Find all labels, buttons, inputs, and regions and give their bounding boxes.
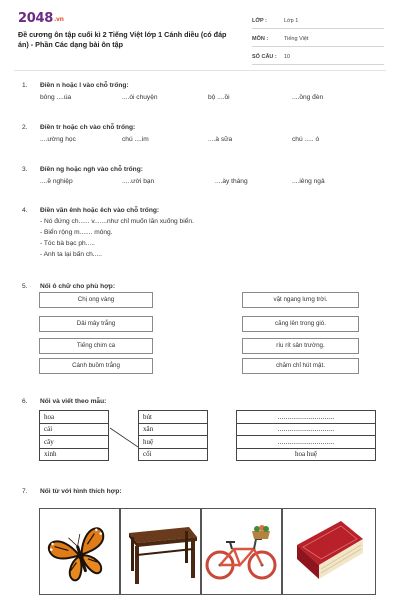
fill-row — [40, 178, 380, 188]
match-left-box[interactable]: Cánh buồm trắng — [39, 358, 153, 374]
question-title: Điền ng hoặc ngh vào chỗ trống: — [40, 166, 143, 173]
word-cell[interactable]: xinh — [40, 448, 109, 461]
question-title: Điền n hoặc l vào chỗ trống: — [40, 82, 129, 89]
word-cell[interactable]: huệ — [139, 436, 208, 449]
site-logo[interactable] — [18, 11, 64, 26]
meta-value: 10 — [284, 54, 291, 60]
answer-cell[interactable]: ............................. — [237, 436, 376, 449]
sample-connector-line — [108, 410, 140, 462]
fill-item: ....ồng đèn — [292, 94, 324, 101]
table-icon — [121, 509, 200, 594]
match-left-box[interactable]: Chị ong vàng — [39, 292, 153, 308]
meta-key: LỚP : — [252, 18, 267, 24]
question-number: 5. — [22, 283, 28, 290]
fill-item: ....ường học — [40, 136, 76, 143]
meta-row-subject — [252, 32, 384, 47]
fill-lines — [40, 218, 194, 262]
question-title: Nối từ với hình thích hợp: — [40, 488, 122, 495]
match-right-box[interactable]: vặt ngang lưng trời. — [242, 292, 359, 308]
fill-item: ....ày tháng — [215, 178, 248, 185]
fill-line: - Nó đứng ch...... v.......như chỉ muốn lăn xuống biển. — [40, 218, 194, 225]
match-left-box[interactable]: Dải mây trắng — [39, 316, 153, 332]
fill-item: bông ....úa — [40, 94, 72, 101]
fill-item: ....iêng ngả — [292, 178, 325, 185]
document-title: Đề cương ôn tập cuối kì 2 Tiếng Việt lớp 1 Cánh diều (có đáp án) - Phần Các dạng bài ôn tập — [18, 30, 227, 49]
question-number: 2. — [22, 124, 28, 131]
question-title: Nối và viết theo mẫu: — [40, 398, 107, 405]
bicycle-icon — [202, 509, 281, 594]
question-number: 6. — [22, 398, 28, 405]
match-right-box[interactable]: căng lên trong gió. — [242, 316, 359, 332]
meta-key: SỐ CÂU : — [252, 54, 277, 60]
book-icon — [283, 509, 375, 594]
word-cell[interactable]: cối — [139, 448, 208, 461]
fill-item: ....ề nghiệp — [40, 178, 73, 185]
meta-value: Tiếng Việt — [284, 36, 309, 42]
image-box-table[interactable] — [120, 508, 201, 595]
fill-row — [40, 94, 380, 104]
fill-line: - Biển rộng m....... mông. — [40, 229, 113, 236]
question-number: 1. — [22, 82, 28, 89]
logo-text: 2048 — [18, 11, 53, 26]
fill-row — [40, 136, 380, 146]
meta-row-class — [252, 14, 384, 29]
meta-row-count — [252, 50, 384, 65]
answer-cell[interactable]: ............................. — [237, 411, 376, 424]
meta-value: Lớp 1 — [284, 18, 299, 24]
answer-cell[interactable]: ............................. — [237, 423, 376, 436]
fill-line: - Anh ta lại bấn ch..... — [40, 251, 102, 258]
word-cell[interactable]: bút — [139, 411, 208, 424]
question-number: 3. — [22, 166, 28, 173]
fill-item: ....ói chuyện — [122, 94, 158, 101]
meta-key: MÔN : — [252, 36, 269, 42]
answer-table — [236, 410, 376, 461]
fill-item: chú ....im — [122, 136, 149, 143]
fill-line: - Tóc bà bạc ph..... — [40, 240, 95, 247]
match-right-box[interactable]: chăm chỉ hút mật. — [242, 358, 359, 374]
question-title: Điền tr hoặc ch vào chỗ trống: — [40, 124, 136, 131]
meta-panel — [252, 14, 384, 68]
word-cell[interactable]: cây — [40, 436, 109, 449]
question-title: Điền vần ênh hoặc êch vào chỗ trống: — [40, 207, 160, 214]
question-number: 7. — [22, 488, 28, 495]
image-box-book[interactable] — [282, 508, 376, 595]
word-table-middle — [138, 410, 208, 461]
fill-item: chú ..... ó — [292, 136, 320, 143]
fill-item: bộ ....ồi — [208, 94, 230, 101]
match-right-box[interactable]: ríu rít sân trường. — [242, 338, 359, 354]
word-cell[interactable]: cải — [40, 423, 109, 436]
answer-cell[interactable]: hoa huệ — [237, 448, 376, 461]
header-divider — [14, 70, 386, 71]
image-box-butterfly[interactable] — [39, 508, 120, 595]
butterfly-icon — [40, 509, 119, 594]
fill-item: .....ười bạn — [122, 178, 155, 185]
match-left-box[interactable]: Tiếng chim ca — [39, 338, 153, 354]
word-cell[interactable]: hoa — [40, 411, 109, 424]
word-cell[interactable]: xăn — [139, 423, 208, 436]
fill-item: ....à sữa — [208, 136, 233, 143]
question-title: Nối ô chữ cho phù hợp: — [40, 283, 116, 290]
image-box-bicycle[interactable] — [201, 508, 282, 595]
logo-suffix: .vn — [53, 16, 64, 23]
question-number: 4. — [22, 207, 28, 214]
word-table-left — [39, 410, 109, 461]
